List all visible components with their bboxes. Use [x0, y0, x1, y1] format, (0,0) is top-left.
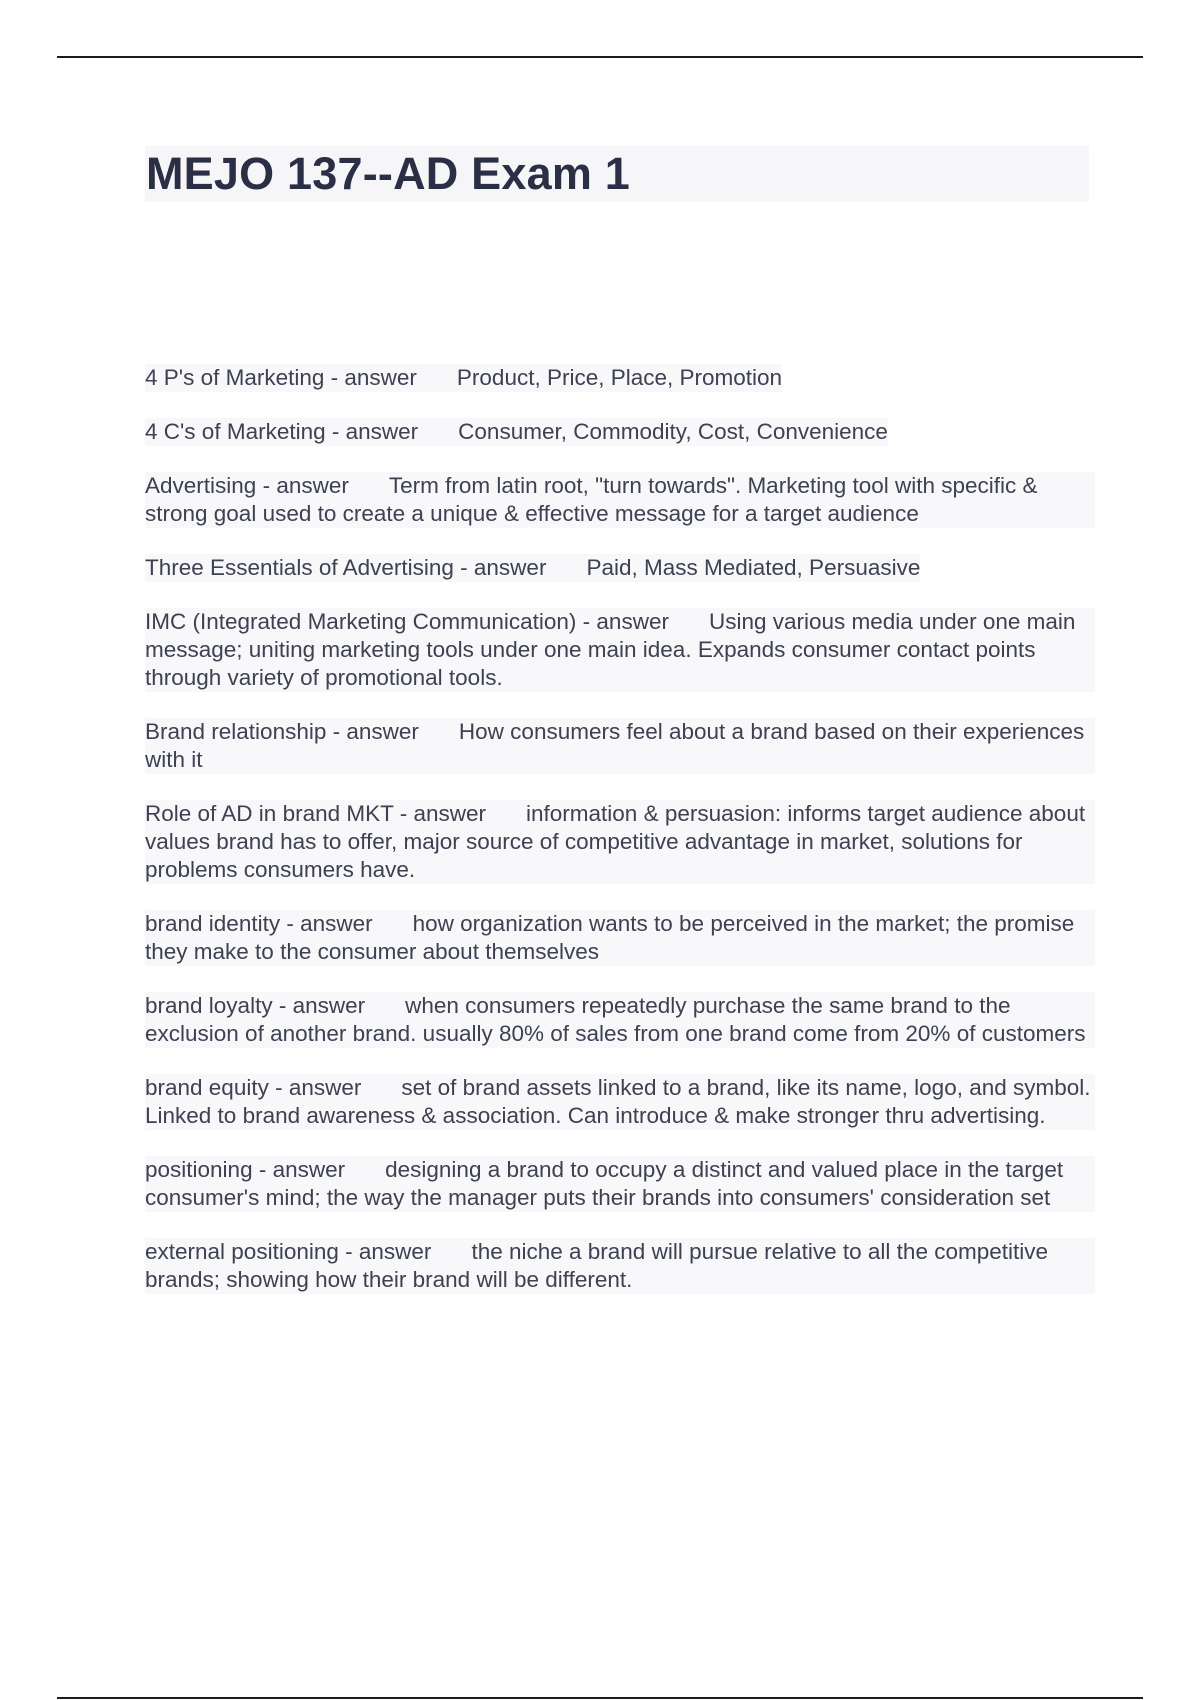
card-term: brand identity — [145, 911, 281, 936]
answer-label: answer — [473, 555, 547, 580]
flashcard-list — [145, 364, 1095, 1320]
answer-label: answer — [292, 993, 366, 1018]
flashcard-item: brand identity - answer how organization wants to be perceived in the market; the promise they make to the consumer about themselves — [145, 910, 1095, 966]
card-definition: when consumers repeatedly purchase the same brand to the exclusion of another brand. usually 80% of sales from one brand come from 20% of customers — [145, 993, 1086, 1046]
answer-label: answer — [276, 473, 349, 498]
card-definition: Term from latin root, "turn towards". Marketing tool with specific & strong goal used to create a unique & effective message for a target audience — [145, 473, 1038, 526]
page-title: MEJO 137--AD Exam 1 — [146, 148, 630, 199]
flashcard-item: Role of AD in brand MKT - answer information & persuasion: informs target audience about values brand has to offer, major source of competitive advantage in market, solutions for problems consumers have. — [145, 800, 1095, 884]
card-term: 4 C's of Marketing — [145, 419, 326, 444]
answer-label: answer — [596, 609, 669, 634]
card-definition: Consumer, Commodity, Cost, Convenience — [458, 419, 888, 444]
flashcard-item: 4 P's of Marketing - answer Product, Price, Place, Promotion — [145, 365, 783, 390]
card-definition: Product, Price, Place, Promotion — [456, 365, 783, 390]
answer-label: answer — [272, 1157, 346, 1182]
card-term: Role of AD in brand MKT — [145, 801, 394, 826]
card-term: brand loyalty — [145, 993, 273, 1018]
card-term: Brand relationship — [145, 719, 327, 744]
card-definition: Using various media under one main message; uniting marketing tools under one main idea. Expands consumer contact points through variety of promotional tools. — [145, 609, 1076, 690]
card-definition: Paid, Mass Mediated, Persuasive — [586, 555, 921, 580]
card-term: 4 P's of Marketing — [145, 365, 325, 390]
card-term: positioning — [145, 1157, 253, 1182]
card-definition: set of brand assets linked to a brand, like its name, logo, and symbol. Linked to brand awareness & association. Can introduce & make stronger thru advertising. — [145, 1075, 1091, 1128]
card-term: brand equity — [145, 1075, 269, 1100]
flashcard-item: Brand relationship - answer How consumers feel about a brand based on their experiences with it — [145, 718, 1095, 774]
answer-label: answer — [413, 801, 487, 826]
flashcard-item: IMC (Integrated Marketing Communication) - answer Using various media under one main message; uniting marketing tools under one main idea. Expands consumer contact points through variety of promotional tools. — [145, 608, 1095, 692]
card-term: IMC (Integrated Marketing Communication) — [145, 609, 577, 634]
top-rule — [57, 56, 1143, 58]
flashcard-item: brand loyalty - answer when consumers repeatedly purchase the same brand to the exclusion of another brand. usually 80% of sales from one brand come from 20% of customers — [145, 992, 1095, 1048]
card-definition: how organization wants to be perceived in the market; the promise they make to the consumer about themselves — [145, 911, 1075, 964]
card-definition: the niche a brand will pursue relative to all the competitive brands; showing how their brand will be different. — [145, 1239, 1048, 1292]
answer-label: answer — [358, 1239, 432, 1264]
flashcard-item: external positioning - answer the niche a brand will pursue relative to all the competitive brands; showing how their brand will be different. — [145, 1238, 1095, 1294]
flashcard-item: 4 C's of Marketing - answer Consumer, Commodity, Cost, Convenience — [145, 419, 888, 444]
card-definition: information & persuasion: informs target audience about values brand has to offer, major source of competitive advantage in market, solutions for problems consumers have. — [145, 801, 1086, 882]
answer-label: answer — [344, 365, 417, 390]
card-term: Three Essentials of Advertising — [145, 555, 454, 580]
flashcard-item: Three Essentials of Advertising - answer Paid, Mass Mediated, Persuasive — [145, 555, 921, 580]
card-definition: designing a brand to occupy a distinct and valued place in the target consumer's mind; the way the manager puts their brands into consumers' consideration set — [145, 1157, 1064, 1210]
answer-label: answer — [300, 911, 373, 936]
answer-label: answer — [346, 719, 419, 744]
flashcard-item: positioning - answer designing a brand to occupy a distinct and valued place in the target consumer's mind; the way the manager puts their brands into consumers' consideration set — [145, 1156, 1095, 1212]
card-term: external positioning — [145, 1239, 339, 1264]
bottom-rule — [57, 1697, 1143, 1699]
flashcard-item: brand equity - answer set of brand assets linked to a brand, like its name, logo, and symbol. Linked to brand awareness & association. Can introduce & make stronger thru advertising. — [145, 1074, 1095, 1130]
card-definition: How consumers feel about a brand based on their experiences with it — [145, 719, 1085, 772]
card-term: Advertising — [145, 473, 257, 498]
answer-label: answer — [288, 1075, 362, 1100]
answer-label: answer — [345, 419, 419, 444]
flashcard-item: Advertising - answer Term from latin root, "turn towards". Marketing tool with specific & strong goal used to create a unique & effective message for a target audience — [145, 472, 1095, 528]
